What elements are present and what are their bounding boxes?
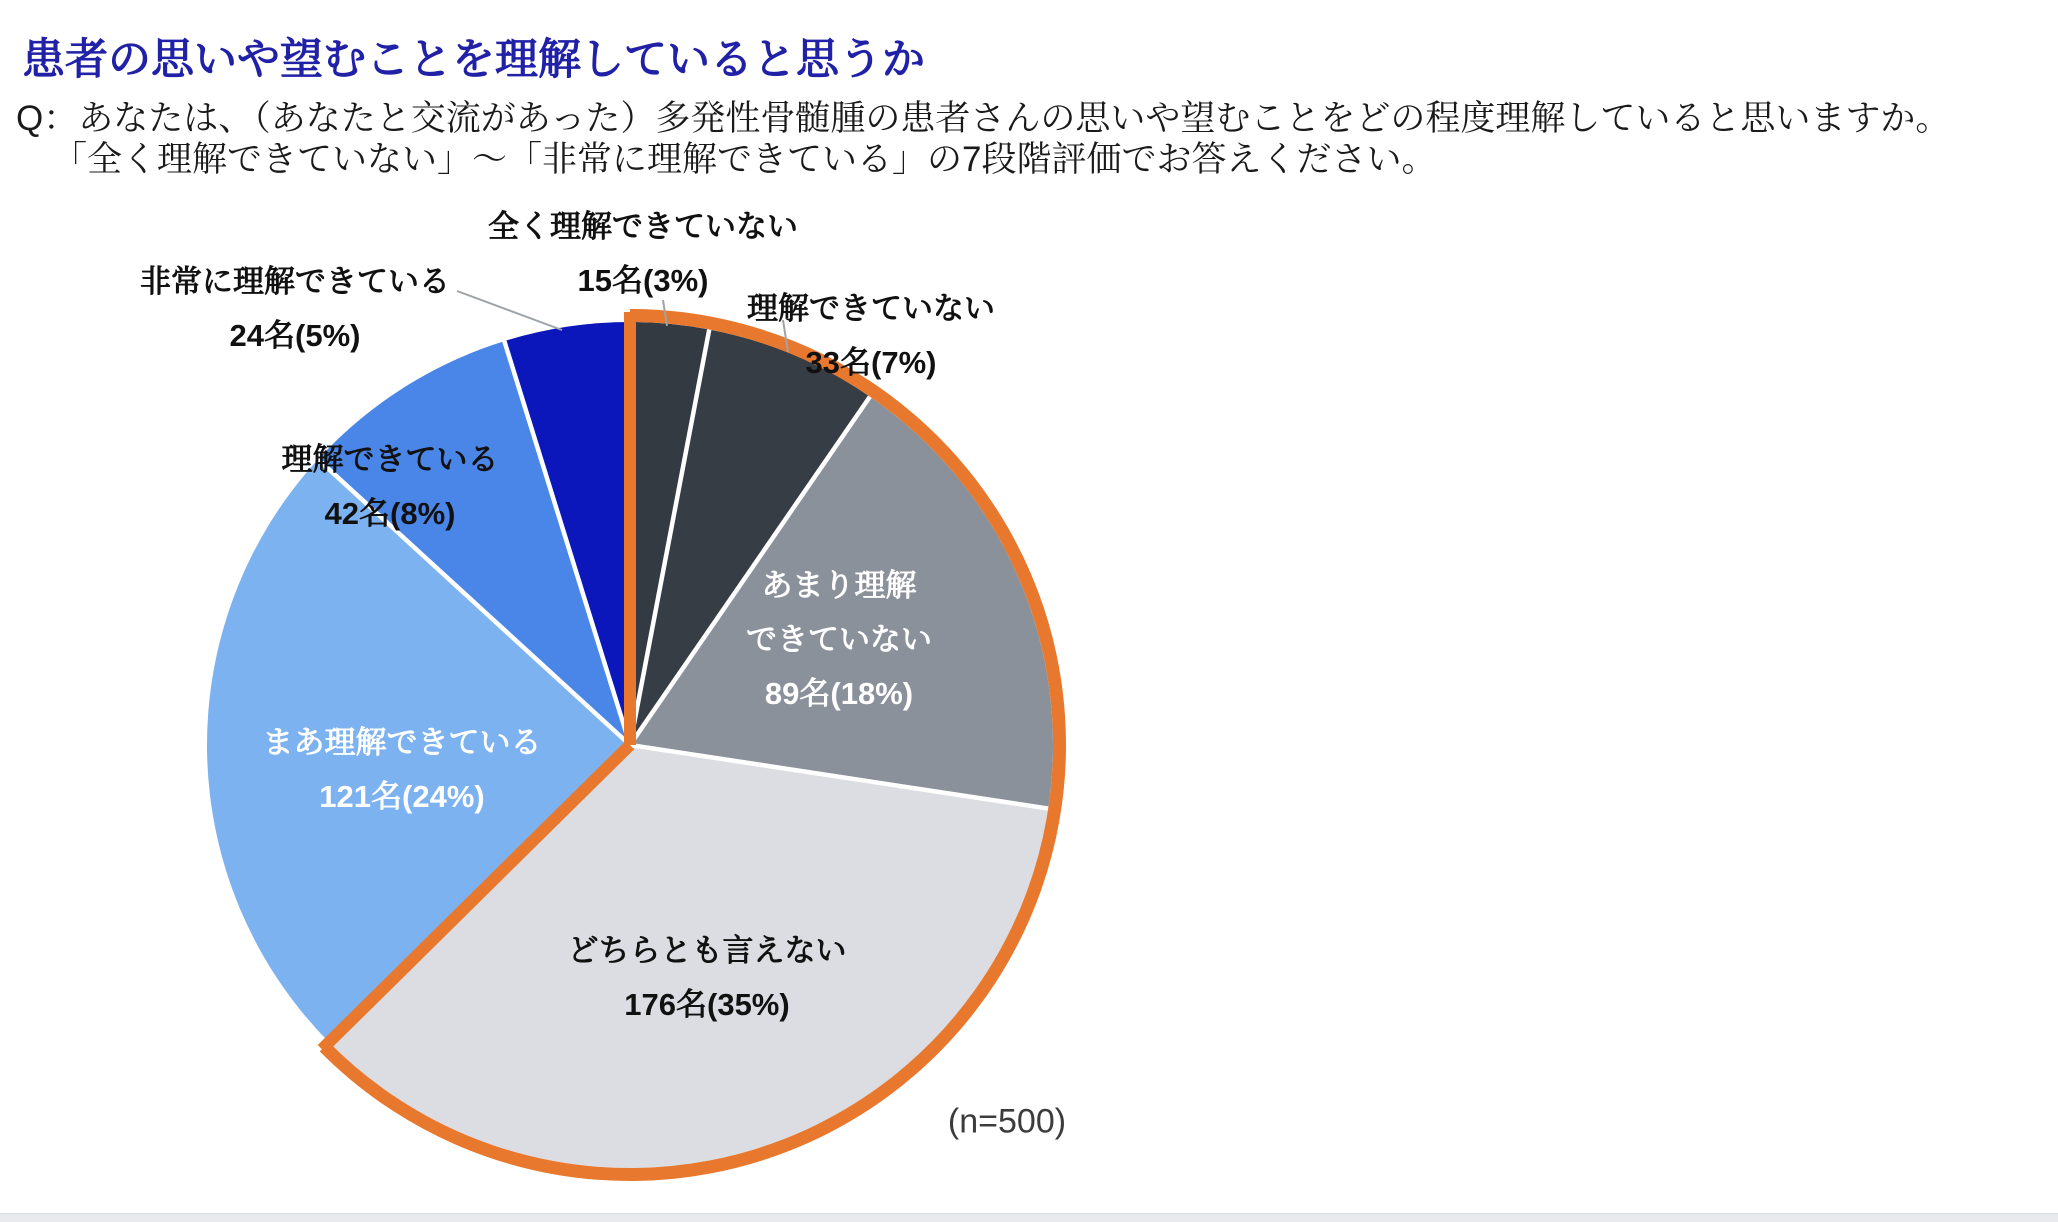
question-text-line2: 「全く理解できていない」～「非常に理解できている」の7段階評価でお答えください。 (52, 140, 1437, 179)
bottom-divider-strip (0, 1213, 2058, 1222)
pie-label-zenku: 全く理解できていない 15名(3%) (488, 209, 798, 298)
pie-label-dekiteinai: 理解できていない 33名(7%) (747, 291, 995, 380)
page-title: 患者の思いや望むことを理解していると思うか (22, 36, 925, 84)
sample-size-label: (n=500) (947, 1102, 1067, 1141)
pie-label-hijou: 非常に理解できている 24名(5%) (140, 264, 450, 353)
question-text-line1: Q：あなたは、（あなたと交流があった）多発性骨髄腫の患者さんの思いや望むことをどの程度理解していると思いますか。 (16, 99, 1951, 138)
pie-label-dochira: どちらとも言えない 176名(35%) (567, 933, 847, 1022)
pie-label-dekiteiru: 理解できている 42名(8%) (281, 442, 499, 531)
pie-label-amari: あまり理解 できていない 89名(18%) (746, 568, 932, 711)
pie-label-maa: まあ理解できている 121名(24%) (262, 725, 542, 814)
